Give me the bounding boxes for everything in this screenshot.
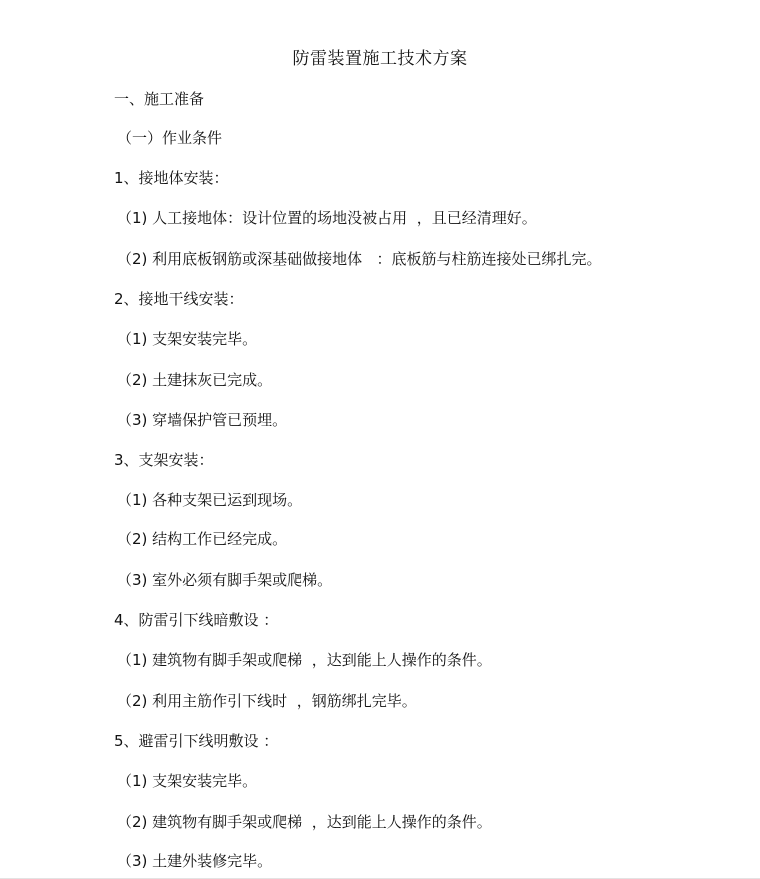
list-item: （1) 支架安装完毕。	[117, 330, 258, 348]
list-item: （2) 利用底板钢筋或深基础做接地体 ：底板筋与柱筋连接处已绑扎完。	[117, 250, 602, 268]
subsection-heading: （一）作业条件	[117, 129, 223, 147]
list-item: （1) 各种支架已运到现场。	[117, 491, 303, 509]
list-item: （3) 室外必须有脚手架或爬梯。	[117, 571, 333, 589]
document-title: 防雷装置施工技术方案	[292, 49, 468, 69]
list-item: （3) 穿墙保护管已预埋。	[117, 411, 288, 429]
list-item: （1) 支架安装完毕。	[117, 772, 258, 790]
item-heading: 2、接地干线安装：	[114, 290, 244, 308]
list-item: （2) 利用主筋作引下线时 ，钢筋绑扎完毕。	[117, 692, 417, 710]
list-item: （1) 建筑物有脚手架或爬梯 ，达到能上人操作的条件。	[117, 651, 492, 669]
item-heading: 3、支架安装：	[114, 451, 214, 469]
list-item: （3) 土建外装修完毕。	[117, 852, 273, 870]
list-item: （2) 土建抹灰已完成。	[117, 371, 273, 389]
item-heading: 1、接地体安装：	[114, 169, 229, 187]
item-heading: 5、避雷引下线明敷设 ：	[114, 732, 279, 750]
item-heading: 4、防雷引下线暗敷设 ：	[114, 611, 279, 629]
list-item: （1) 人工接地体：设计位置的场地没被占用 ，且已经清理好。	[117, 209, 537, 227]
section-heading: 一、施工准备	[114, 90, 205, 108]
list-item: （2) 结构工作已经完成。	[117, 530, 288, 548]
list-item: （2) 建筑物有脚手架或爬梯 ，达到能上人操作的条件。	[117, 813, 492, 831]
